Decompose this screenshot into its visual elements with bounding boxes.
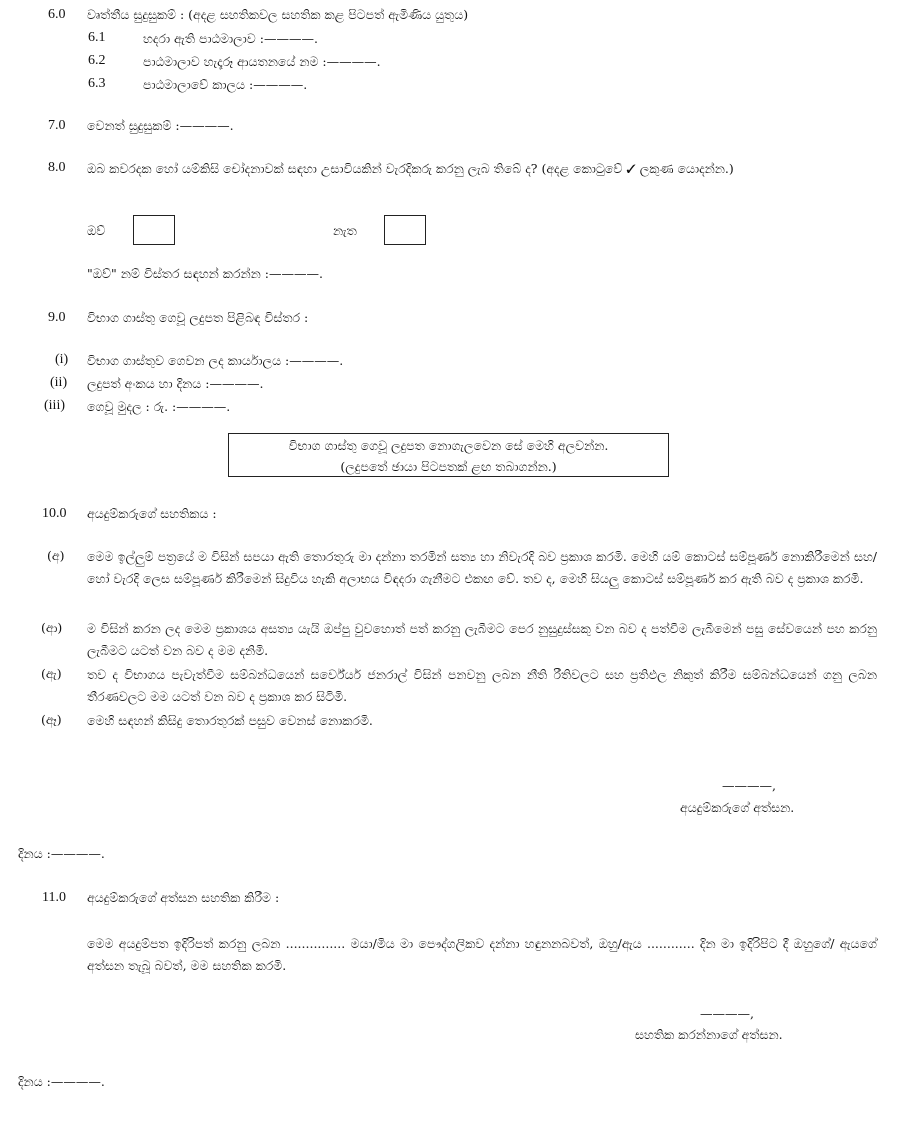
item-9-i-number: (i) [55,352,69,367]
applicant-signature-line: ————, [722,778,776,793]
section-11-number: 11.0 [42,890,66,905]
yes-label: ඔව් [87,223,106,238]
declaration-a-number: (අ) [47,548,65,563]
section-8-number: 8.0 [48,160,66,175]
section-10-number: 10.0 [42,506,67,521]
item-6-3-number: 6.3 [88,76,106,91]
applicant-date-field: දිනය :————. [18,846,105,861]
section-7-text: වෙනත් සුදුසුකම් :————. [87,118,234,133]
yes-detail-field: "ඔව්" නම් විස්තර සඳහන් කරන්න :————. [87,266,323,281]
item-6-3-text: පාඨමාලාවේ කාලය :————. [143,77,308,92]
item-9-i-text: විභාග ගාස්තුව ගෙවන ලද කාර්යාලය :————. [87,353,344,368]
item-6-2-text: පාඨමාලාව හැදෑරූ ආයතනයේ නම :————. [143,54,381,69]
declaration-aee-number: (ඈ) [41,712,62,727]
declaration-aee-text: මෙහි සඳහන් කිසිදු තොරතුරක් පසුව වෙනස් නොකරමි. [87,713,373,728]
certifier-signature-label: සහතික කරන්නාගේ අත්සන. [635,1027,783,1042]
section-9-title: විභාග ගාස්තු ගෙවූ ලදුපත පිළිබඳ විස්තර : [87,310,309,325]
receipt-notice-line-1: විභාග ගාස්තු ගෙවූ ලදුපත නොගැලවෙන සේ මෙහි අලවන්න. [288,438,609,453]
section-6-number: 6.0 [48,7,66,22]
item-9-ii-text: ලදුපත් අංකය හා දිනය :————. [87,376,264,391]
declaration-aa-number: (ආ) [41,620,63,635]
declaration-ae-number: (ඇ) [41,666,62,681]
declaration-aa-text: ම විසින් කරන ලද මෙම ප්‍රකාශය අසත්‍ය යැයි ඔප්පු වුවහොත් පත් කරනු ලැබීමට පෙර නුසුදුස්සකු වන බව ද පත්වීම ලැබීමෙන් පසු සේවයෙන් පහ කරනු ලැබීමට යටත් වන බව ද මම දනිමි. [87,621,877,658]
item-6-1-number: 6.1 [88,30,106,45]
applicant-signature-label: අයදුම්කරුගේ අත්සන. [680,800,795,815]
item-6-2-number: 6.2 [88,53,106,68]
section-6-title: වෘත්තීය සුදුසුකම් : (අදළ සහතිකවල සහතික කළ පිටපත් ඇමිණිය යුතුය) [87,7,469,22]
certifier-signature-line: ————, [700,1006,754,1021]
receipt-paste-box [228,433,669,477]
section-11-title: අයදුම්කරුගේ අත්සන සහතික කිරීම : [87,890,280,905]
certifier-date-field: දිනය :————. [18,1074,105,1089]
item-9-iii-number: (iii) [44,398,65,413]
no-label: නැත [333,223,357,238]
item-6-1-text: හදරා ඇති පාඨමාලාව :————. [143,31,318,46]
receipt-notice-line-2: (ලදුපතේ ඡායා පිටපතක් ළඟ තබාගන්න.) [340,459,557,474]
item-9-iii-text: ගෙවූ මුදල : රු. :————. [87,399,231,414]
yes-checkbox[interactable] [133,215,175,245]
declaration-ae-text: තව ද විභාගය පැවැත්වීම සම්බන්ධයෙන් සර්වේයර් ජනරාල් විසින් පනවනු ලබන නීති රීතිවලට සහ ප්‍රතිඵල නිකුත් කිරීම සම්බන්ධයෙන් ගනු ලබන තීරණවලට මම යටත් වන බව ද ප්‍රකාශ කර සිටිමි. [87,667,877,704]
section-10-title: අයදුම්කරුගේ සහතිකය : [87,506,217,521]
section-7-number: 7.0 [48,118,66,133]
item-9-ii-number: (ii) [50,375,68,390]
section-8-question: ඔබ කවරදක හෝ යම්කිසි චෝදනාවක් සඳහා උසාවියකින් වැරදිකරු කරනු ලැබ තිබේ ද? (අදළ කොටුවේ ✓ ලකුණ යොදන්න.) [87,161,734,176]
certification-text: මෙම අයදුම්පත ඉදිරිපත් කරනු ලබන ............... මයා/මිය මා පෞද්ගලිකව දන්නා හඳුනනබවත්, ඔහු/ඇය ............ දින මා ඉදිරිපිට දී ඔහුගේ/ ඇයගේ අත්සන තැබූ බවත්, මම සහතික කරමි. [87,936,877,973]
declaration-a-text: මෙම ඉල්ලුම් පත්‍රයේ ම විසින් සපයා ඇති තොරතුරු මා දන්නා තරමින් සත්‍ය හා නිවැරදි බව ප්‍රකාශ කරමි. මෙහි යම් කොටස් සම්පූර්ණ නොකිරීමෙන් සහ/හෝ වැරදි ලෙස සම්පූර්ණ කිරීමෙන් සිදුවිය හැකි අලාභය විඳදරා ගැනීමට එකඟ වේ. තව ද, මෙහි සියලු කොටස් සම්පූර්ණ කර ඇති බව ද ප්‍රකාශ කරමි. [87,549,877,586]
section-9-number: 9.0 [48,310,66,325]
no-checkbox[interactable] [384,215,426,245]
